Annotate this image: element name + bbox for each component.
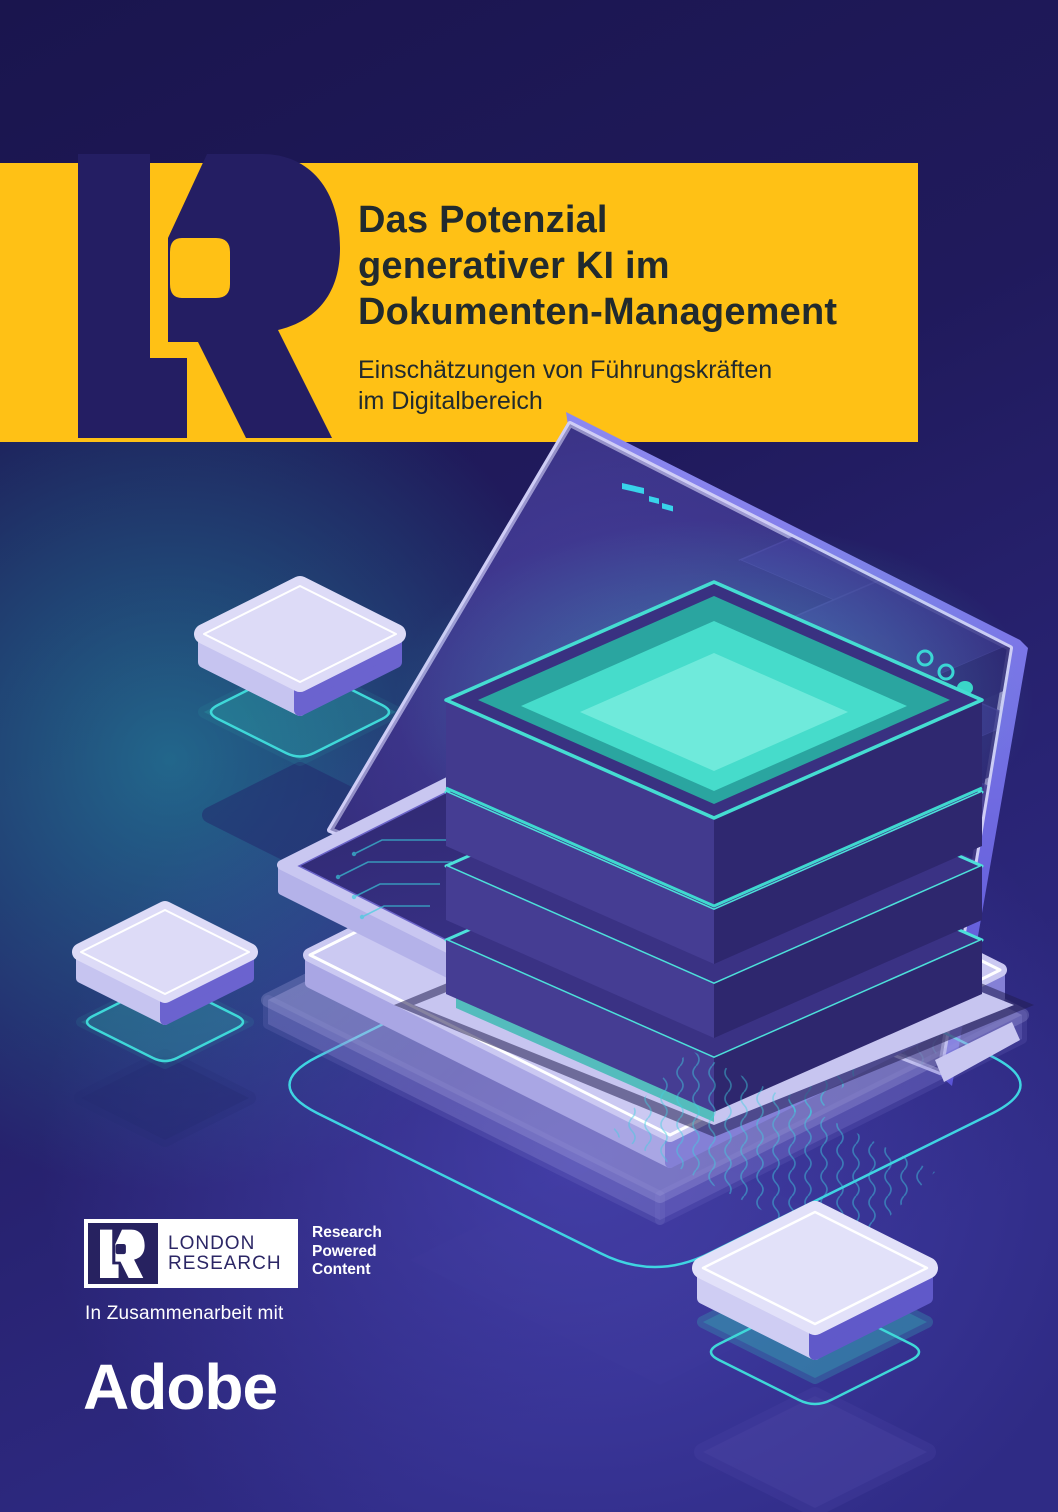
tagline-line-1: Research [312, 1224, 382, 1241]
title-line-3: Dokumenten-Management [358, 291, 838, 333]
floating-tile-left [81, 910, 249, 1140]
banner-text [358, 197, 837, 417]
partnership-label: In Zusammenarbeit mit [85, 1303, 284, 1324]
tagline-line-3: Content [312, 1261, 371, 1278]
lr-monogram-small [88, 1223, 158, 1284]
lr-mark-icon [100, 1229, 146, 1279]
title-line-2: generativer KI im [358, 245, 670, 287]
publisher-name-line-2: RESEARCH [168, 1252, 282, 1274]
subtitle-line-2: im Digitalbereich [358, 387, 543, 415]
publisher-tagline [312, 1224, 382, 1280]
adobe-logo: Adobe [83, 1351, 278, 1423]
publisher-name [158, 1223, 294, 1284]
london-research-logo [84, 1219, 298, 1288]
title-line-1: Das Potenzial [358, 199, 608, 241]
report-subtitle [358, 355, 837, 417]
report-title [358, 197, 837, 335]
publisher-name-line-1: LONDON [168, 1232, 256, 1254]
tagline-line-2: Powered [312, 1242, 377, 1260]
subtitle-line-1: Einschätzungen von Führungskräften [358, 356, 773, 384]
